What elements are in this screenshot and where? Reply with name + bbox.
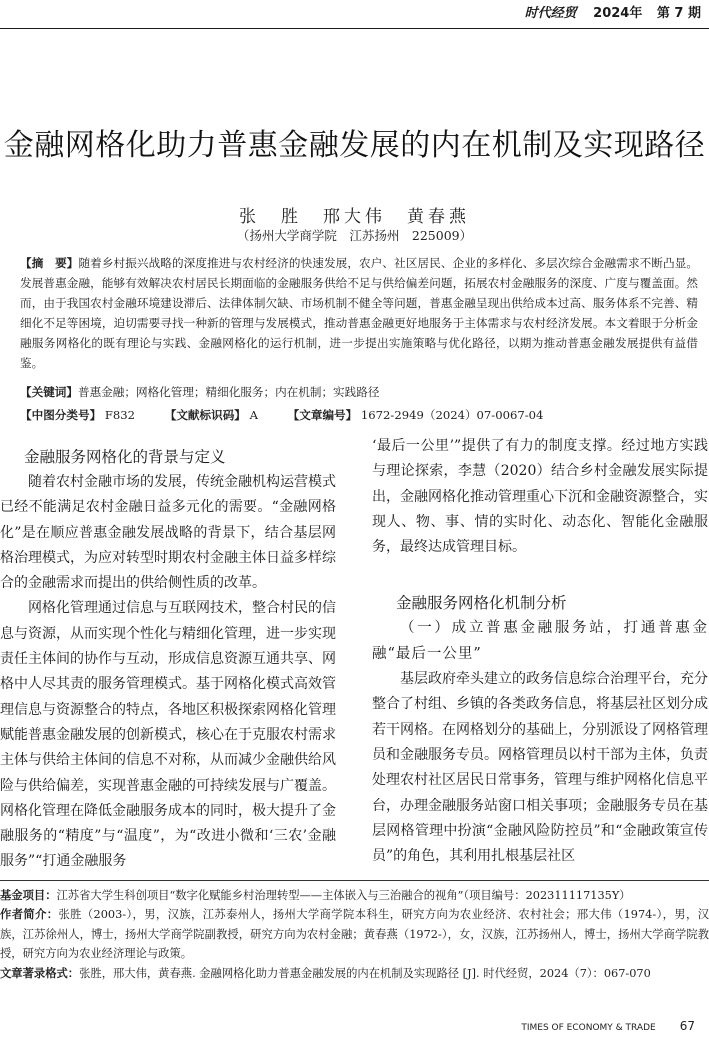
- paragraph: 基层政府牵头建立的政务信息综合治理平台，充分整合了村组、乡镇的各类政务信息，将基层社区划分成若干网格。在网格划分的基础上，分别派设了网格管理员和金融服务专员。网格管理员以村干部为主体，负责处理农村社区居民日常事务，管理与维护网格化信息平台，办理金融服务站窗口相关事项；金融服务专员在基层网格管理中扮演“金融风险防控员”和“金融政策宣传员”的角色，其利用扎根基层社区: [372, 671, 708, 865]
- issue-year: 2024年: [593, 6, 643, 21]
- journal-english-name: TIMES OF ECONOMY & TRADE: [521, 1023, 656, 1033]
- citation-text: 张胜，邢大伟，黄春燕. 金融网格化助力普惠金融发展的内在机制及实现路径 [J]. 时代经贸，2024（7）：067-070: [79, 966, 651, 980]
- paragraph: 随着农村金融市场的发展，传统金融机构运营模式已经不能满足农村金融日益多元化的需要。“金融网格化”是在顺应普惠金融发展战略的背景下，结合基层网格治理模式，为应对转型时期农村金融主体日益多样综合的金融需求而提出的供给侧性质的改革。: [0, 474, 336, 592]
- classification-line: [20, 407, 698, 423]
- doc-code-tag: 【文献标识码】: [164, 408, 246, 422]
- abstract: [20, 254, 698, 373]
- clc-tag: 【中图分类号】: [20, 408, 102, 422]
- running-header: [525, 2, 701, 21]
- article-number-value: 1672-2949（2024）07-0067-04: [360, 408, 544, 422]
- subsection-heading: （一）成立普惠金融服务站，打通普惠金融“最后一公里”: [372, 620, 708, 662]
- article-title: 金融网格化助力普惠金融发展的内在机制及实现路径: [3, 128, 706, 163]
- keywords-tag: 【关键词】: [20, 385, 78, 399]
- issue-number: 第 7 期: [656, 6, 701, 21]
- clc-value: F832: [104, 408, 136, 422]
- citation-tag: 文章著录格式：: [0, 966, 80, 980]
- affiliation: （扬州大学商学院 江苏扬州 225009）: [236, 228, 473, 243]
- paragraph: 网格化管理通过信息与互联网技术，整合村民的信息与资源，从而实现个性化与精细化管理，进一步实现责任主体间的协作与互动，形成信息资源互通共享、网格中人尽其责的服务管理模式。基于网格化模式高效管理信息与资源整合的特点，各地区积极探索网格化管理赋能普惠金融发展的创新模式，核心在于克服农村需求主体与供给主体间的信息不对称，从而减少金融供给风险与供给偏差，实现普惠金融的可持续发展与广覆盖。网格化管理在降低金融服务成本的同时，极大提升了金融服务的“精度”与“温度”，为“改进小微和‘三农’金融服务”“打通金融服务: [0, 600, 336, 870]
- doc-code-value: A: [249, 408, 258, 422]
- section-heading-background: 金融服务网格化的背景与定义: [24, 448, 226, 466]
- left-column: [0, 434, 336, 875]
- right-column: [372, 434, 708, 869]
- journal-name: 时代经贸: [524, 6, 577, 21]
- author-bio-text: 张胜（2003-），男，汉族，江苏泰州人，扬州大学商学院本科生，研究方向为农业经济、农村社会；邢大伟（1974-），男，汉族，江苏徐州人，博士，扬州大学商学院副教授，研究方向为农村金融；黄春燕（1972-），女，汉族，江苏扬州人，博士，扬州大学商学院教授，研究方向为农业经济理论与政策。: [0, 908, 709, 961]
- fund-text: 江苏省大学生科创项目“数字化赋能乡村治理转型——主体嵌入与三治融合的视角”（项目编号：202311117135Y）: [56, 889, 631, 902]
- keywords: [20, 384, 698, 400]
- footnotes: [0, 886, 709, 983]
- abstract-tag: 【摘 要】: [20, 256, 79, 270]
- author-list: 张 胜 邢大伟 黄春燕: [239, 207, 470, 227]
- header-rule: [0, 28, 709, 29]
- fund-tag: 基金项目：: [0, 889, 57, 902]
- author-bio-tag: 作者简介：: [0, 908, 59, 922]
- page-number: 67: [679, 1019, 695, 1033]
- article-number-tag: 【文章编号】: [287, 408, 358, 422]
- section-heading-mechanism: 金融服务网格化机制分析: [396, 594, 567, 613]
- keywords-text: 普惠金融；网格化管理；精细化服务；内在机制；实践路径: [77, 385, 380, 399]
- footnote-rule: [0, 880, 709, 881]
- paragraph-continued: ‘最后一公里’”提供了有力的制度支撑。经过地方实践与理论探索，李慧（2020）结合乡村金融发展实际提出，金融网格化推动管理重心下沉和金融资源整合，实现人、物、事、情的实时化、动态化、智能化金融服务，最终达成管理目标。: [372, 438, 708, 556]
- page-footer: [521, 1019, 695, 1033]
- abstract-text: 随着乡村振兴战略的深度推进与农村经济的快速发展，农户、社区居民、企业的多样化、多层次综合金融需求不断凸显。发展普惠金融，能够有效解决农村居民长期面临的金融服务供给不足与供给偏差问题，拓展农村金融服务的深度、广度与覆盖面。然而，由于我国农村金融环境建设滞后、法律体制欠缺、市场机制不健全等问题，普惠金融呈现出供给成本过高、服务体系不完善、精细化不足等困境，迫切需要寻找一种新的管理与发展模式，推动普惠金融更好地服务于主体需求与农村经济发展。本文着眼于分析金融服务网格化的既有理论与实践、金融网格化的运行机制，进一步提出实施策略与优化路径，以期为推动普惠金融发展提供有益借鉴。: [20, 256, 698, 370]
